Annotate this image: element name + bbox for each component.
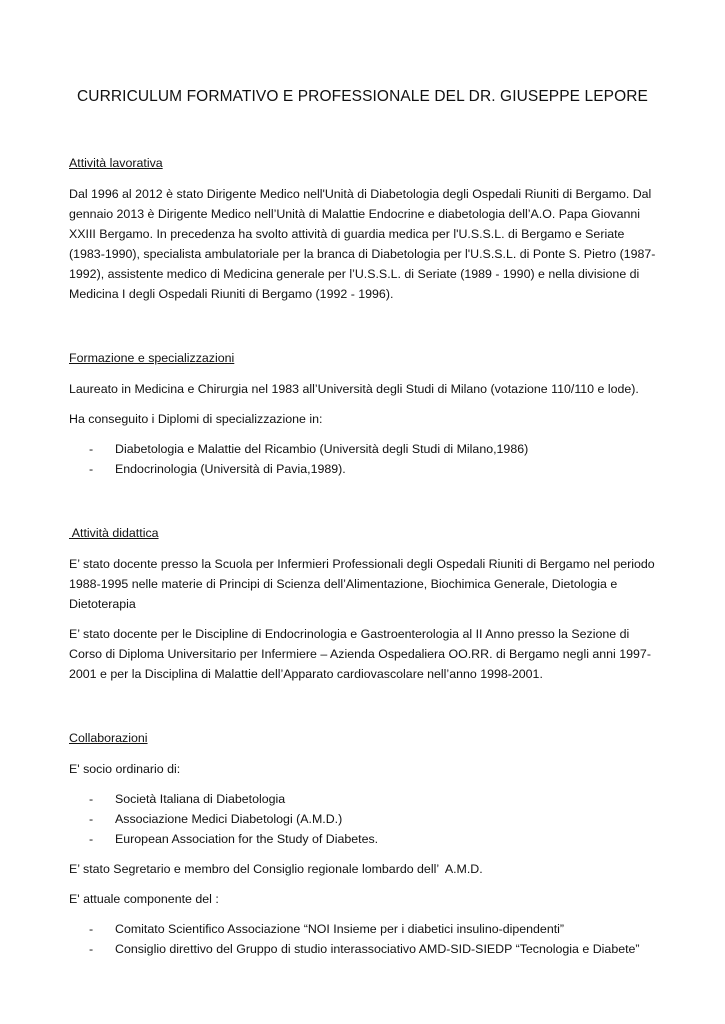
list-dash: - (89, 792, 94, 806)
list-item (69, 459, 659, 479)
paragraph-segretario: E’ stato Segretario e membro del Consiglio regionale lombardo dell’ A.M.D. (69, 862, 483, 876)
componente-list (69, 919, 659, 959)
paragraph-didattica-scuola: E’ stato docente presso la Scuola per Infermieri Professionali degli Ospedali Riuniti di Bergamo nel periodo 1988-1995 nelle materie di Principi di Scienza dell’Alimentazione, Biochimica Generale, Dietologia e Dietoterapia (69, 557, 655, 611)
list-item (69, 439, 659, 459)
list-item-text: Endocrinologia (Università di Pavia,1989). (115, 462, 346, 476)
section-spacer (69, 314, 659, 348)
section-didattica (69, 523, 659, 684)
list-item-text: Comitato Scientifico Associazione “NOI Insieme per i diabetici insulino-dipendenti” (115, 922, 565, 936)
paragraph-componente-intro: E' attuale componente del : (69, 892, 219, 906)
list-dash: - (89, 832, 94, 846)
section-collaborazioni (69, 728, 659, 959)
section-attivita-lavorativa (69, 153, 659, 304)
list-item (69, 789, 659, 809)
list-item (69, 919, 659, 939)
list-dash: - (89, 922, 94, 936)
list-item (69, 829, 659, 849)
list-item-text: European Association for the Study of Diabetes. (115, 832, 379, 846)
section-formazione (69, 348, 659, 479)
section-spacer (69, 694, 659, 728)
list-dash: - (89, 462, 94, 476)
paragraph-diplomi-intro: Ha conseguito i Diplomi di specializzazione in: (69, 412, 323, 426)
paragraph-didattica-diploma: E’ stato docente per le Discipline di Endocrinologia e Gastroenterologia al II Anno presso la Sezione di Corso di Diploma Universitario per Infermiere – Azienda Ospedaliera OO.RR. di Bergamo negli anni 1997-2001 e per la Disciplina di Malattie dell’Apparato cardiovascolare nell’anno 1998-2001. (69, 627, 651, 681)
list-item-text: Diabetologia e Malattie del Ricambio (Università degli Studi di Milano,1986) (115, 442, 529, 456)
list-item-text: Società Italiana di Diabetologia (115, 792, 286, 806)
paragraph-socio-intro: E' socio ordinario di: (69, 762, 181, 776)
section-heading-didattica: Attività didattica (69, 526, 159, 540)
list-item (69, 809, 659, 829)
specializzazioni-list (69, 439, 659, 479)
societa-list (69, 789, 659, 849)
document-body (69, 153, 659, 969)
page-title: CURRICULUM FORMATIVO E PROFESSIONALE DEL DR. GIUSEPPE LEPORE (77, 88, 648, 105)
section-heading-collaborazioni: Collaborazioni (69, 731, 148, 745)
list-item-text: Consiglio direttivo del Gruppo di studio interassociativo AMD-SID-SIEDP “Tecnologia e Diabete” (115, 942, 640, 956)
list-item-text: Associazione Medici Diabetologi (A.M.D.) (115, 812, 343, 826)
list-dash: - (89, 442, 94, 456)
list-item (69, 939, 659, 959)
paragraph-attivita-lavorativa: Dal 1996 al 2012 è stato Dirigente Medico nell'Unità di Diabetologia degli Ospedali Riuniti di Bergamo. Dal gennaio 2013 è Dirigente Medico nell’Unità di Malattie Endocrine e diabetologia dell’A.O. Papa Giovanni XXIII Bergamo. In precedenza ha svolto attività di guardia medica per l'U.S.S.L. di Bergamo e Seriate (1983-1990), specialista ambulatoriale per la branca di Diabetologia per l'U.S.S.L. di Ponte S. Pietro (1987-1992), assistente medico di Medicina generale per l’U.S.S.L. di Seriate (1989 - 1990) e nella divisione di Medicina I degli Ospedali Riuniti di Bergamo (1992 - 1996). (69, 187, 656, 301)
list-dash: - (89, 812, 94, 826)
list-dash: - (89, 942, 94, 956)
section-heading-attivita-lavorativa: Attività lavorativa (69, 156, 163, 170)
section-spacer (69, 489, 659, 523)
section-heading-formazione: Formazione e specializzazioni (69, 351, 235, 365)
paragraph-laurea: Laureato in Medicina e Chirurgia nel 1983 all’Università degli Studi di Milano (votazione 110/110 e lode). (69, 382, 639, 396)
